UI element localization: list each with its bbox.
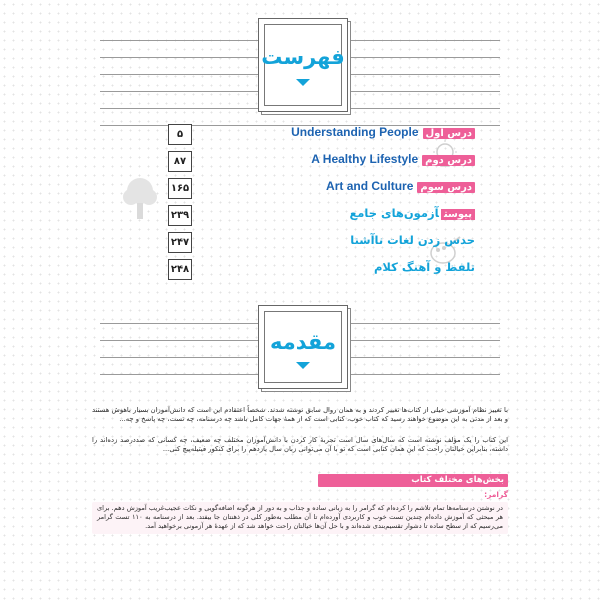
appendix-tag: پیوست xyxy=(441,209,475,220)
toc-entry[interactable] xyxy=(168,178,475,200)
lesson-tag: درس دوم xyxy=(422,155,475,166)
lesson-english-title: Art and Culture xyxy=(326,179,414,193)
toc-arrow-icon xyxy=(296,79,310,86)
lesson-english-title: Understanding People xyxy=(291,125,419,139)
toc-entry-title xyxy=(374,260,475,274)
toc-title-frame xyxy=(258,18,348,112)
toc-entry-text: آزمون‌های جامع xyxy=(349,206,439,220)
grammar-heading: گرامر: xyxy=(484,490,508,499)
toc-page-number: ۵ xyxy=(168,124,192,145)
toc-entry-title xyxy=(311,152,475,166)
tree-icon xyxy=(120,175,160,223)
intro-title: مقدمه xyxy=(270,330,336,354)
toc-entry-title xyxy=(291,125,475,139)
toc-entry-title xyxy=(350,233,475,247)
toc-entry[interactable] xyxy=(168,151,475,173)
toc-entry[interactable] xyxy=(168,205,475,227)
toc-entry[interactable] xyxy=(168,232,475,254)
toc-entry-text: حدس زدن لغات ناآشنا xyxy=(350,233,475,247)
toc-page-number: ۲۴۷ xyxy=(168,232,192,253)
sections-heading-text: بخش‌های مختلف کتاب xyxy=(411,475,504,485)
toc-entry[interactable] xyxy=(168,124,475,146)
intro-paragraph-1: با تغییر نظام آموزشی خیلی از کتاب‌ها تغییر کردند و به همان روال سابق نوشته شدند. شخصاً اعتقادم این است که دانش‌آموزان بسیار باهوش هستند و بعد از مدتی به این موضوع خواهند رسید که کتاب خوب، کتابی است که از همهٔ جهات کامل باشد چه درسنامه، چه تست، چه پاسخ و چه... xyxy=(92,406,508,424)
intro-arrow-icon xyxy=(296,362,310,369)
toc-entry-title xyxy=(349,206,475,220)
toc-page-number: ۸۷ xyxy=(168,151,192,172)
toc-entry-title xyxy=(326,179,475,193)
intro-paragraph-2: این کتاب را یک مؤلف نوشته است که سال‌های سال است تجربهٔ کار کردن با دانش‌آموزان مختلف چه ضعیف، چه کسانی که صددرصد زده‌اند را داشته، بنابراین خیالتان راحت که این همان کتابی است که تو با آن می‌توانی زبان سال یازدهم را برای کنکور فیتیله‌پیچ کنی... xyxy=(92,436,508,454)
sections-heading xyxy=(92,474,508,487)
lesson-tag: درس اول xyxy=(423,128,476,139)
lesson-english-title: A Healthy Lifestyle xyxy=(311,152,419,166)
lesson-tag: درس سوم xyxy=(417,182,475,193)
intro-title-frame xyxy=(258,305,348,389)
toc-page-number: ۲۴۸ xyxy=(168,259,192,280)
toc-page-number: ۱۶۵ xyxy=(168,178,192,199)
grammar-paragraph: در نوشتن درسنامه‌ها تمام تلاشم را کرده‌ام که گرامر را به زبانی ساده و جذاب و به دور از هرگونه اضافه‌گویی و نکات عجیب‌غریب آموزش دهم. برای هر مبحثی که آموزش داده‌ام چندین تست خوب و کاربردی آورده‌ام تا آن مطلب به‌طور کلی در ذهنتان جا بیفتد. بعد از درسنامه به ۱۱۰ تست گرامر می‌رسیم که از سطح ساده تا دشوار تقسیم‌بندی شده‌اند و با حل آن‌ها خیالتان راحت خواهد شد که از عهدهٔ هر آزمونی برخواهید آمد. xyxy=(92,502,508,534)
toc-entry-text: تلفظ و آهنگ کلام xyxy=(374,260,475,274)
toc-page-number: ۲۳۹ xyxy=(168,205,192,226)
toc-entry[interactable] xyxy=(168,259,475,281)
toc-title: فهرست xyxy=(261,45,345,69)
